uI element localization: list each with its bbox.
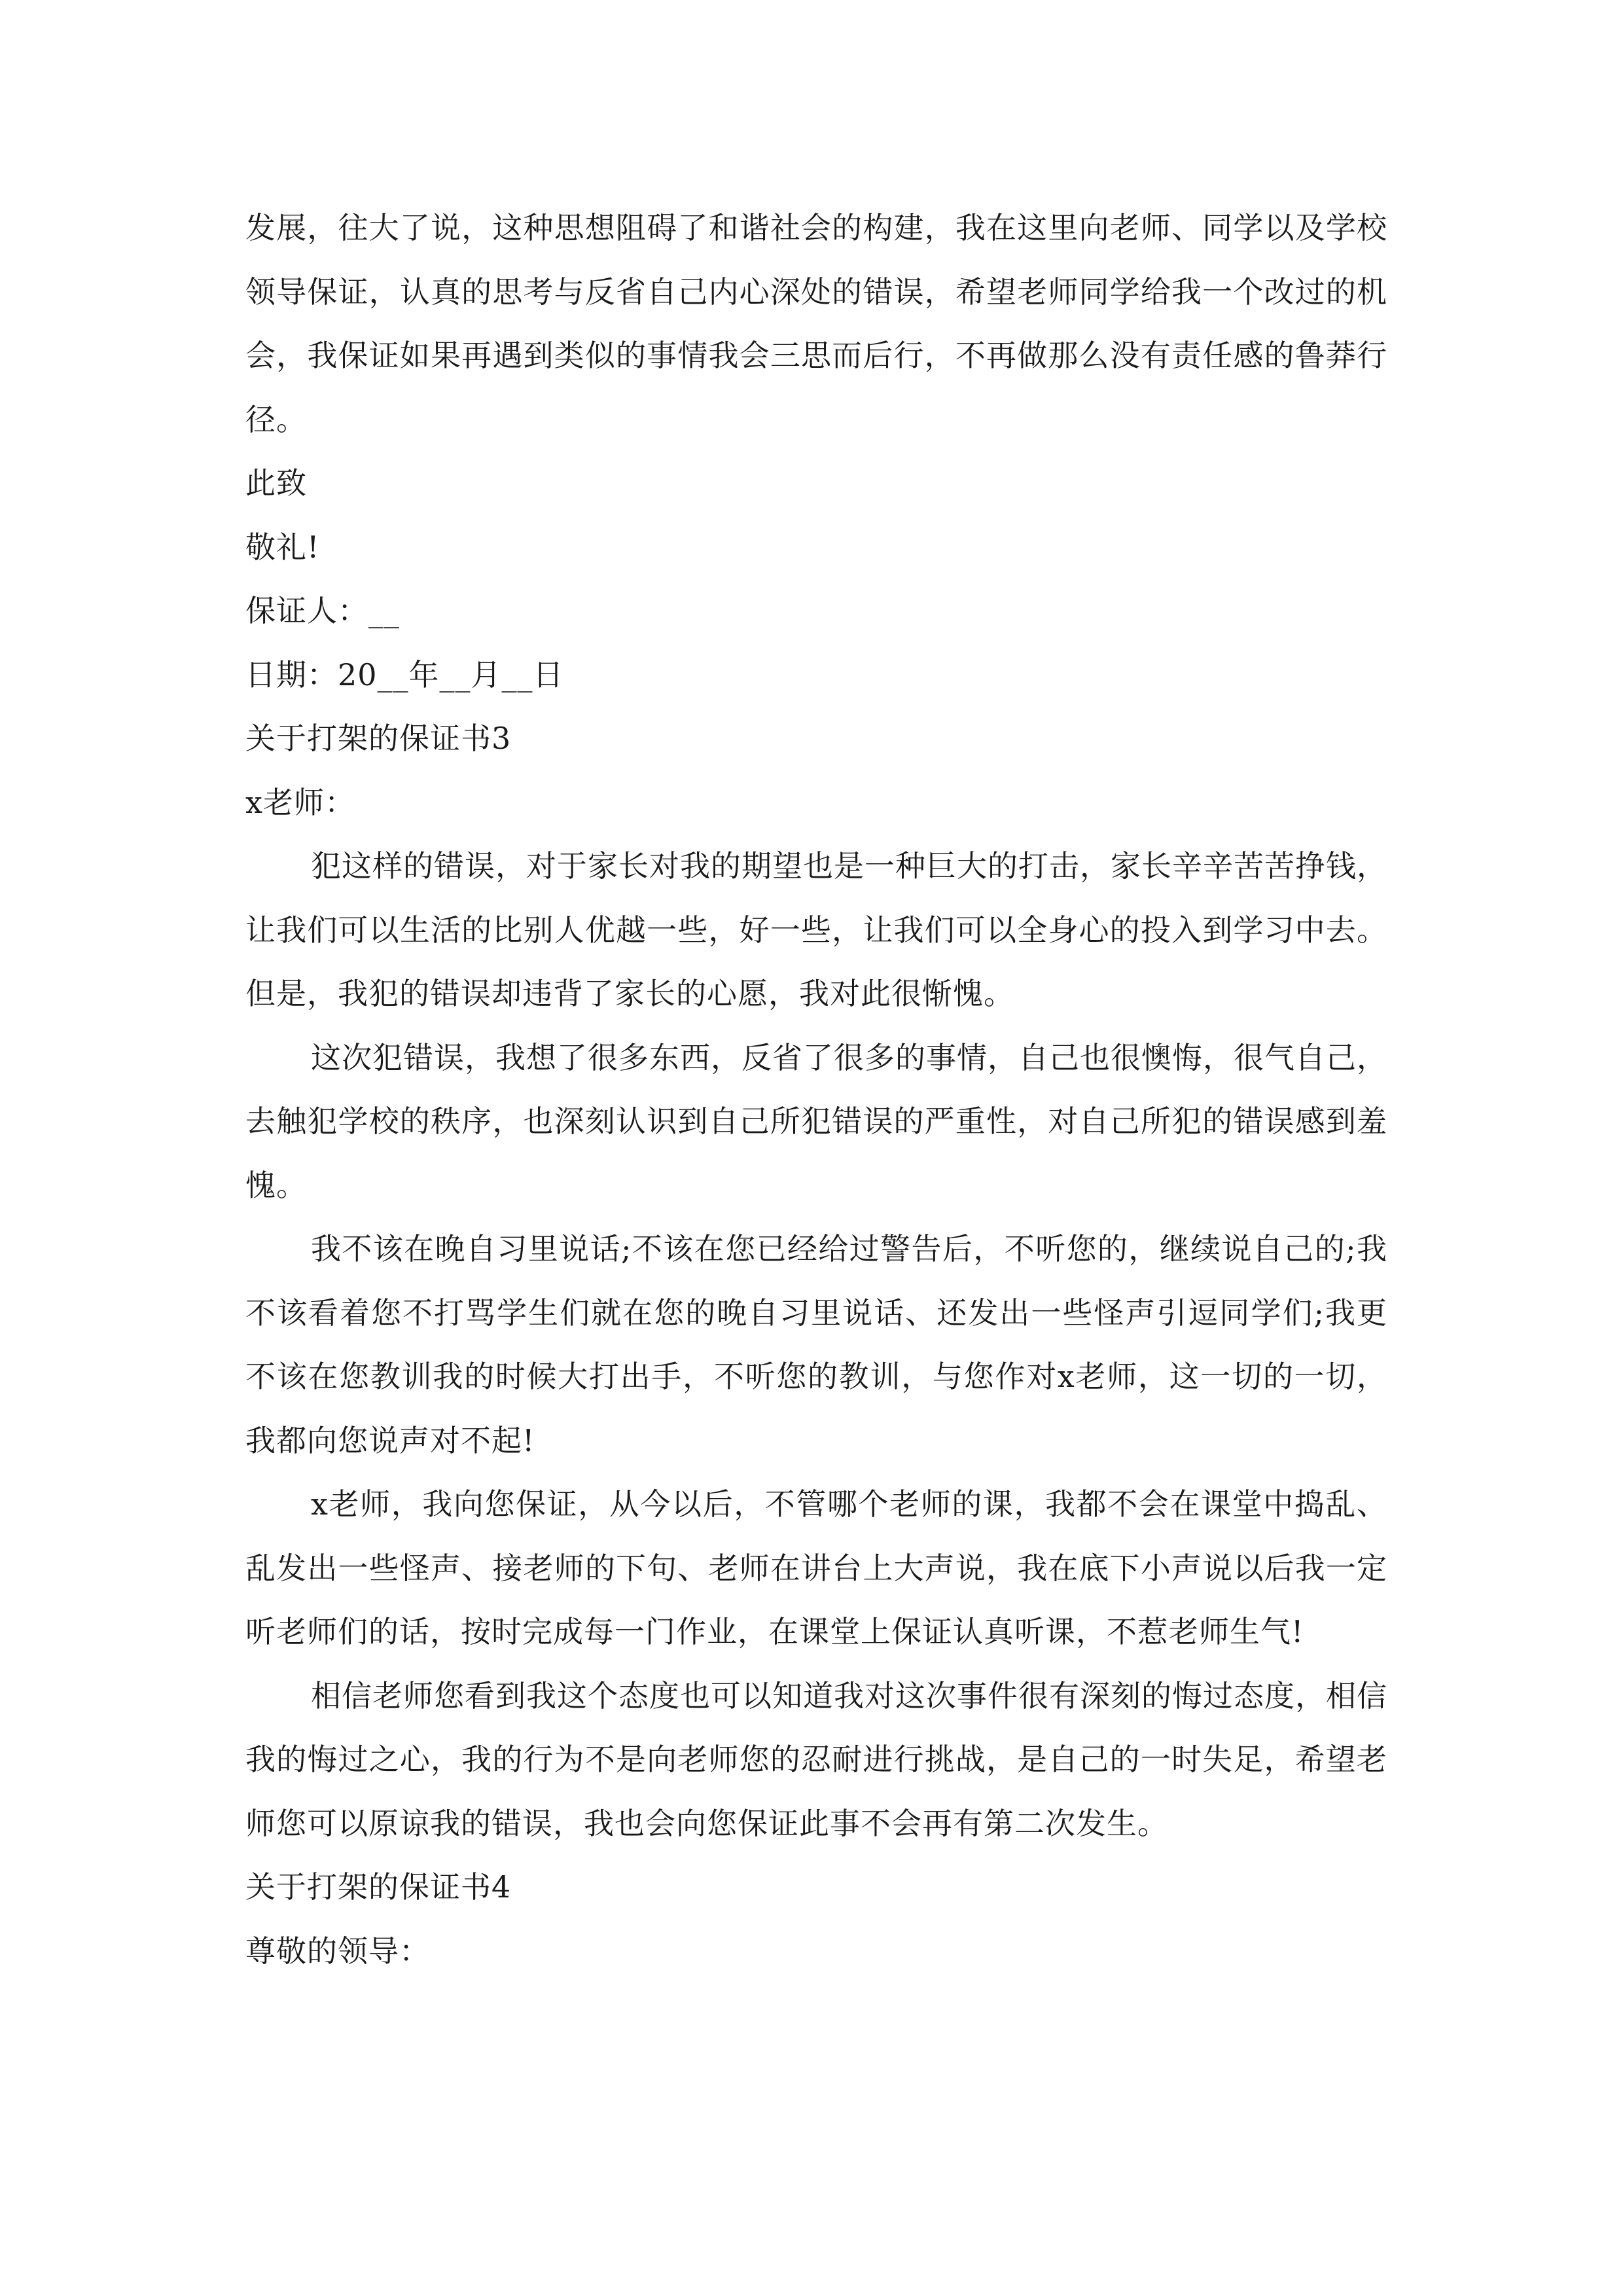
paragraph-forgiveness: 相信老师您看到我这个态度也可以知道我对这次事件很有深刻的悔过态度，相信我的悔过之心，我的行为不是向老师您的忍耐进行挑战，是自己的一时失足，希望老师您可以原谅我的错误，我也会向您保证此事不会再有第二次发生。 xyxy=(245,1677,1387,1841)
paragraph-continued-closing: 发展，往大了说，这种思想阻碍了和谐社会的构建，我在这里向老师、同学以及学校领导保证，认真的思考与反省自己内心深处的错误，希望老师同学给我一个改过的机会，我保证如果再遇到类似的事情我会三思而后行，不再做那么没有责任感的鲁莽行径。 xyxy=(245,210,1387,437)
closing-salutation: 此致 xyxy=(245,465,307,501)
document-body xyxy=(245,196,1387,1983)
date-line: 日期：20__年__月__日 xyxy=(245,656,564,692)
closing-regards: 敬礼! xyxy=(245,529,320,565)
paragraph-apology: 我不该在晚自习里说话;不该在您已经给过警告后，不听您的，继续说自己的;我不该看着您不打骂学生们就在您的晚自习里说话、还发出一些怪声引逗同学们;我更不该在您教训我的时候大打出手，不听您的教训，与您作对x老师，这一切的一切，我都向您说声对不起! xyxy=(245,1231,1387,1458)
salutation-teacher: x老师： xyxy=(245,784,355,820)
section-title-3: 关于打架的保证书3 xyxy=(245,721,512,756)
paragraph-reflection: 这次犯错误，我想了很多东西，反省了很多的事情，自己也很懊悔，很气自己，去触犯学校的秩序，也深刻认识到自己所犯错误的严重性，对自己所犯的错误感到羞愧。 xyxy=(245,1039,1387,1203)
paragraph-parents: 犯这样的错误，对于家长对我的期望也是一种巨大的打击，家长辛辛苦苦挣钱，让我们可以生活的比别人优越一些，好一些，让我们可以全身心的投入到学习中去。但是，我犯的错误却违背了家长的心愿，我对此很惭愧。 xyxy=(245,848,1387,1011)
guarantor-line: 保证人：__ xyxy=(245,593,400,628)
salutation-leader: 尊敬的领导： xyxy=(245,1933,430,1969)
section-title-4: 关于打架的保证书4 xyxy=(245,1869,512,1905)
paragraph-promise: x老师，我向您保证，从今以后，不管哪个老师的课，我都不会在课堂中捣乱、乱发出一些怪声、接老师的下句、老师在讲台上大声说，我在底下小声说以后我一定听老师们的话，按时完成每一门作业，在课堂上保证认真听课，不惹老师生气! xyxy=(245,1486,1387,1649)
